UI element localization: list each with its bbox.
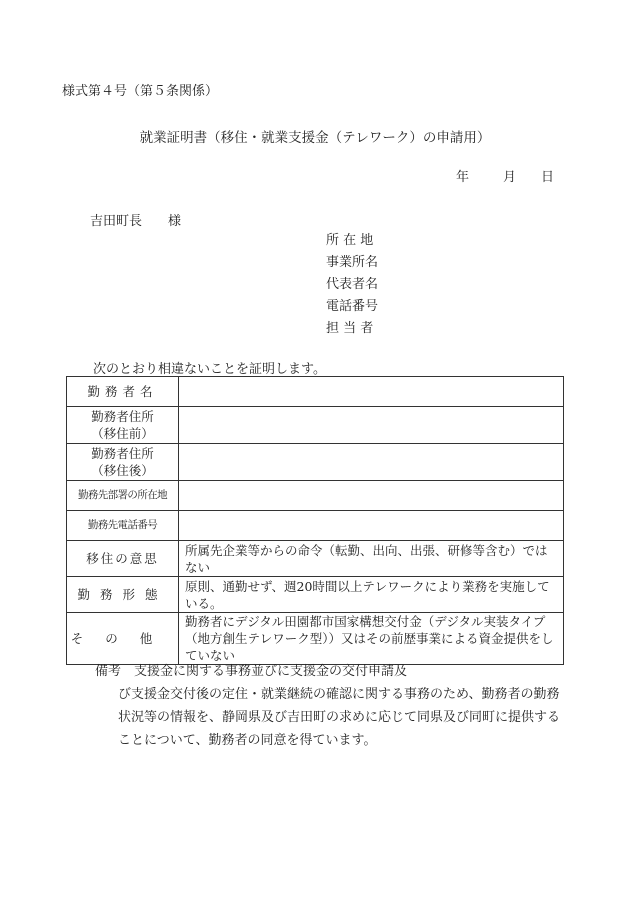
dept-phone-field[interactable] <box>179 511 564 541</box>
date-year: 年 <box>456 170 470 185</box>
certification-table <box>66 376 564 665</box>
table-row <box>67 444 564 481</box>
form-number: 様式第４号（第５条関係） <box>62 84 219 99</box>
worker-name-field[interactable] <box>179 377 564 407</box>
migration-intent-label: 移住の意思 <box>67 541 179 577</box>
document-title: 就業証明書（移住・就業支援金（テレワーク）の申請用） <box>139 130 491 146</box>
date-day: 日 <box>541 170 555 185</box>
worker-name-label: 勤務者名 <box>67 377 179 407</box>
address-before-label <box>67 407 179 444</box>
address-after-label <box>67 444 179 481</box>
lead-text: 次のとおり相違ないことを証明します。 <box>93 362 326 377</box>
sender-fields <box>326 230 378 340</box>
remarks <box>95 660 570 752</box>
dept-phone-label: 勤務先電話番号 <box>67 511 179 541</box>
other-label: その他 <box>67 613 179 665</box>
other-value: 勤務者にデジタル田園都市国家構想交付金（デジタル実装タイプ（地方創生テレワーク型））又はその前歴事業による資金提供をしていない <box>179 613 564 665</box>
remarks-text-rest: び支援金交付後の定住・就業継続の確認に関する事務のため、勤務者の勤務状況等の情報を、静岡県及び吉田町の求めに応じて同県及び同町に提供することについて、勤務者の同意を得ています。 <box>118 687 561 748</box>
remarks-label: 備考 <box>95 664 122 679</box>
sender-office-label: 事業所名 <box>326 255 379 270</box>
remarks-first-line <box>95 660 570 683</box>
dept-location-field[interactable] <box>179 481 564 511</box>
sender-contact-label: 担 当 者 <box>326 321 374 336</box>
address-before-field[interactable] <box>179 407 564 444</box>
work-style-value: 原則、通勤せず、週20時間以上テレワークにより業務を実施している。 <box>179 577 564 613</box>
date-month: 月 <box>503 170 517 185</box>
sender-phone-label: 電話番号 <box>326 299 379 314</box>
table-row <box>67 511 564 541</box>
addressee: 吉田町長 様 <box>90 214 182 229</box>
address-after-field[interactable] <box>179 444 564 481</box>
remarks-text-head: 支援金に関する事務並びに支援金の交付申請及 <box>134 664 408 679</box>
address-after-label-line2: （移住後） <box>91 463 154 478</box>
table-row <box>67 377 564 407</box>
address-before-label-line2: （移住前） <box>91 426 154 441</box>
migration-intent-value: 所属先企業等からの命令（転勤、出向、出張、研修等含む）ではない <box>179 541 564 577</box>
address-after-label-line1: 勤務者住所 <box>91 446 154 461</box>
table-row <box>67 541 564 577</box>
table-row <box>67 481 564 511</box>
dept-location-label: 勤務先部署の所在地 <box>67 481 179 511</box>
table-row <box>67 613 564 665</box>
sender-address-label: 所 在 地 <box>326 233 374 248</box>
sender-representative-label: 代表者名 <box>326 277 379 292</box>
work-style-label: 勤務形態 <box>67 577 179 613</box>
table-row <box>67 577 564 613</box>
table-row <box>67 407 564 444</box>
address-before-label-line1: 勤務者住所 <box>91 409 154 424</box>
